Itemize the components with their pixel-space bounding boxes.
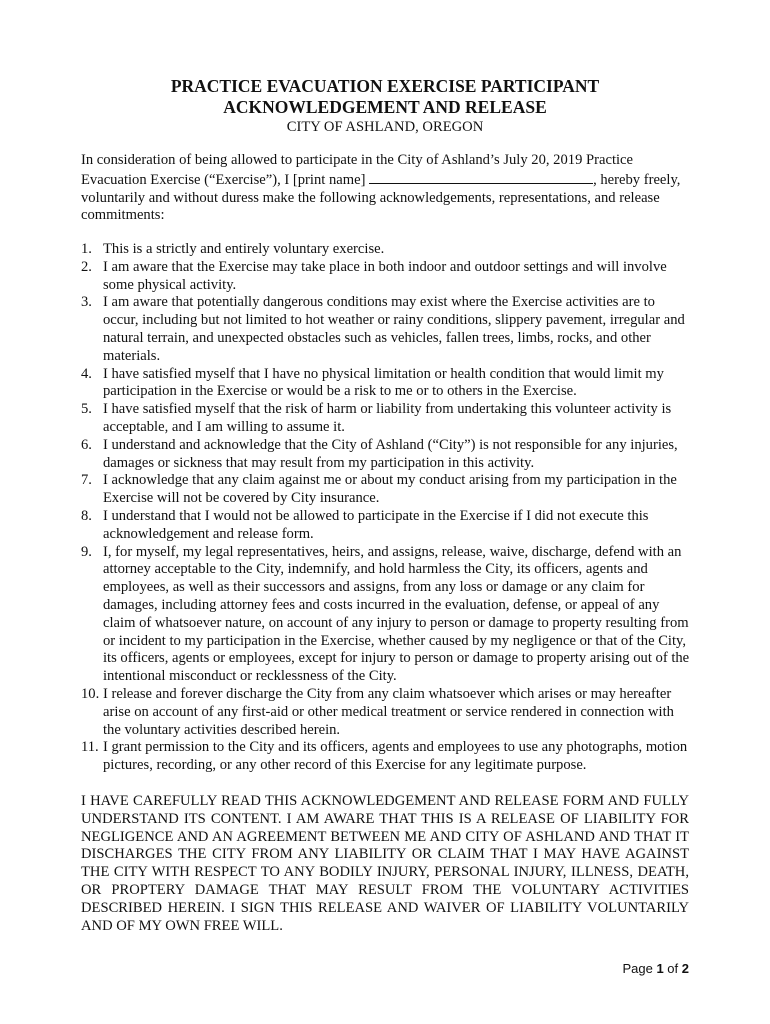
document-title-line2: ACKNOWLEDGEMENT AND RELEASE <box>223 97 547 117</box>
list-item <box>81 401 693 437</box>
list-item-number: 1. <box>81 241 92 257</box>
intro-text-after: , hereby freely, voluntarily and without duress make the following acknowledgements, representations, and release commitments: <box>81 171 681 224</box>
list-item-number: 6. <box>81 436 92 453</box>
list-item-number: 10. <box>81 685 100 702</box>
list-item-text: I understand that I would not be allowed to participate in the Exercise if I did not execute this acknowledgement and release form. <box>103 507 649 542</box>
list-item-number: 9. <box>81 543 92 560</box>
list-item-number: 5. <box>81 401 92 418</box>
list-item <box>81 366 693 402</box>
list-item-text: This is a strictly and entirely voluntary exercise. <box>103 241 385 257</box>
list-item-text: I have satisfied myself that I have no physical limitation or health condition that would limit my participation in the Exercise or would be a risk to me or to others in the Exercise. <box>103 365 664 400</box>
print-name-blank[interactable] <box>369 170 593 184</box>
list-item-text: I, for myself, my legal representatives, heirs, and assigns, release, waive, discharge, defend with an attorney acceptable to the City, indemnify, and hold harmless the City, its officers, agents and employees, as well as their successors and assigns, from any loss or damage or any claim for damages, including attorney fees and costs incurred in the evaluation, defense, or appeal of any claim of whatsoever nature, on account of any injury to person or damage to property resulting from or incident to my participation in the Exercise, whether caused by my negligence or that of the City, its officers, agents or employees, except for injury to person or damage to property arising out of the intentional misconduct or recklessness of the City. <box>103 543 690 685</box>
list-item <box>81 508 693 544</box>
intro-text-before: In consideration of being allowed to participate in the City of Ashland’s July 20, 2019 Practice Evacuation Exercise (“Exercise”), I [print name] <box>81 152 634 188</box>
list-item-text: I understand and acknowledge that the City of Ashland (“City”) is not responsible for any injuries, damages or sickness that may result from my participation in this activity. <box>103 436 678 471</box>
list-item <box>81 739 693 775</box>
list-item-number: 8. <box>81 507 92 524</box>
list-item-number: 7. <box>81 472 92 489</box>
list-item <box>81 259 693 295</box>
list-item-text: I have satisfied myself that the risk of harm or liability from undertaking this volunteer activity is acceptable, and I am willing to assume it. <box>103 401 672 435</box>
acknowledgement-list <box>81 241 693 775</box>
list-item-number: 4. <box>81 365 92 382</box>
intro-paragraph <box>81 152 691 225</box>
page-word: Page <box>622 961 653 976</box>
document-subtitle: CITY OF ASHLAND, OREGON <box>286 119 484 135</box>
document-title-line1: PRACTICE EVACUATION EXERCISE PARTICIPANT <box>170 76 600 96</box>
list-item-text: I acknowledge that any claim against me or about my conduct arising from my participation in the Exercise will not be covered by City insurance. <box>103 472 677 507</box>
list-item <box>81 294 693 365</box>
list-item <box>81 686 693 739</box>
list-item-text: I am aware that potentially dangerous conditions may exist where the Exercise activities are to occur, including but not limited to hot weather or rainy conditions, slippery pavement, irregular and natural terrain, and unexpected obstacles such as vehicles, fallen trees, limbs, rocks, and other materials. <box>103 294 685 364</box>
list-item-number: 3. <box>81 294 92 311</box>
list-item <box>81 437 693 473</box>
page-current: 1 <box>656 961 664 976</box>
list-item-text: I grant permission to the City and its officers, agents and employees to use any photographs, motion pictures, recording, or any other record of this Exercise for any legitimate purpose. <box>103 739 688 774</box>
list-item-number: 2. <box>81 258 92 275</box>
list-item <box>81 544 693 686</box>
page-total: 2 <box>681 961 689 976</box>
list-item-text: I release and forever discharge the City from any claim whatsoever which arises or may hereafter arise on account of any first-aid or other medical treatment or service rendered in connection with the voluntary activities described herein. <box>103 685 674 738</box>
page-of: of <box>667 961 679 976</box>
list-item <box>81 241 693 259</box>
closing-statement: I HAVE CAREFULLY READ THIS ACKNOWLEDGEMENT AND RELEASE FORM AND FULLY UNDERSTAND ITS CONTENT. I AM AWARE THAT THIS IS A RELEASE OF LIABILITY FOR NEGLIGENCE AND AN AGREEMENT BETWEEN ME AND CITY OF ASHLAND AND THAT IT DISCHARGES THE CITY FROM ANY LIABILITY OR CLAIM THAT I MAY HAVE AGAINST THE CITY WITH RESPECT TO ANY BODILY INJURY, PERSONAL INJURY, ILLNESS, DEATH, OR PROPTERY DAMAGE THAT MAY RESULT FROM THE VOLUNTARY ACTIVITIES DESCRIBED HEREIN. I SIGN THIS RELEASE AND WAIVER OF LIABILITY VOLUNTARILY AND OF MY OWN FREE WILL. <box>81 793 689 934</box>
page-number <box>622 961 689 977</box>
list-item <box>81 472 693 508</box>
list-item-text: I am aware that the Exercise may take place in both indoor and outdoor settings and will involve some physical activity. <box>103 258 667 293</box>
list-item-number: 11. <box>81 739 99 756</box>
